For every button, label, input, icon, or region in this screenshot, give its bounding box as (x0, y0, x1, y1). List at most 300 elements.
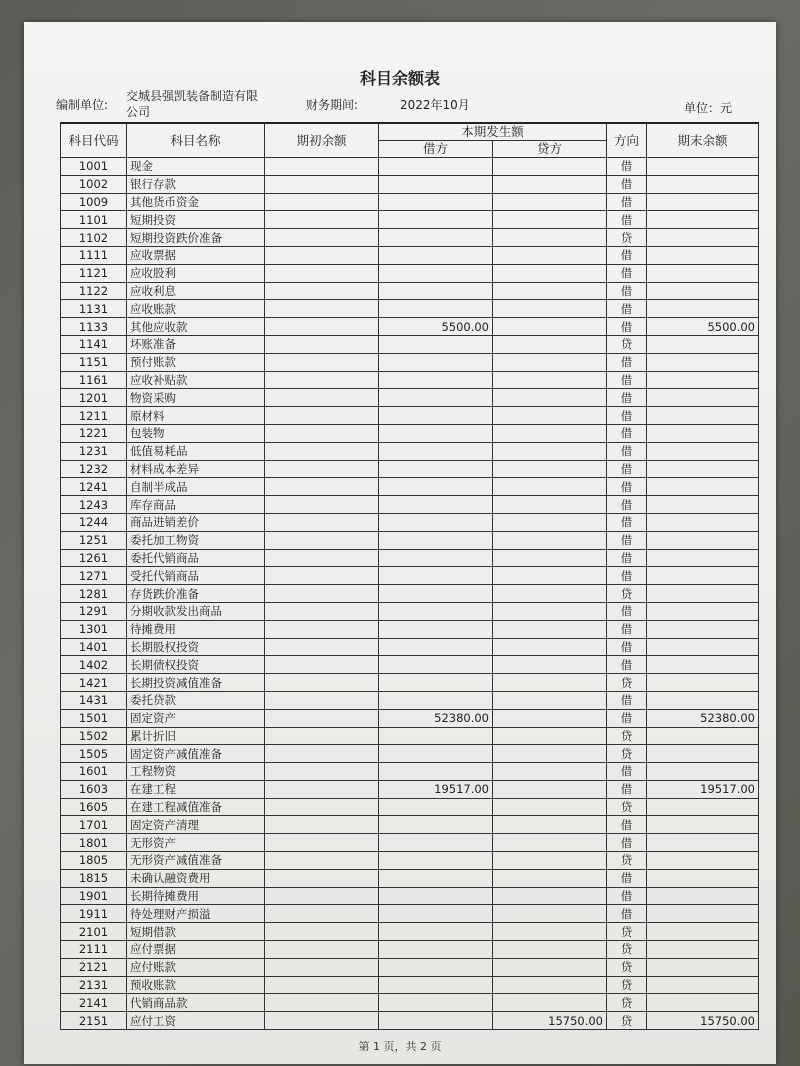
balance-direction: 贷 (607, 229, 647, 247)
table-row (61, 300, 759, 318)
account-name: 应收股利 (127, 264, 265, 282)
balance-direction: 借 (607, 691, 647, 709)
opening-balance (265, 869, 379, 887)
debit-amount (379, 513, 493, 531)
account-code: 2121 (61, 958, 127, 976)
account-code: 1232 (61, 460, 127, 478)
credit-amount (493, 193, 607, 211)
balance-direction: 借 (607, 424, 647, 442)
period-label: 财务期间: (306, 98, 359, 112)
table-row (61, 905, 759, 923)
account-code: 1701 (61, 816, 127, 834)
account-code: 1402 (61, 656, 127, 674)
credit-amount (493, 175, 607, 193)
balance-direction: 借 (607, 211, 647, 229)
opening-balance (265, 389, 379, 407)
opening-balance (265, 300, 379, 318)
balance-direction: 借 (607, 264, 647, 282)
closing-balance (647, 923, 759, 941)
closing-balance (647, 371, 759, 389)
table-row (61, 994, 759, 1012)
account-code: 1221 (61, 424, 127, 442)
account-name: 委托贷款 (127, 691, 265, 709)
table-row (61, 531, 759, 549)
credit-amount (493, 300, 607, 318)
header-debit: 借方 (379, 141, 493, 158)
balance-direction: 借 (607, 193, 647, 211)
debit-amount (379, 958, 493, 976)
currency-unit: 单位：元 (684, 101, 733, 115)
credit-amount (493, 923, 607, 941)
account-code: 1605 (61, 798, 127, 816)
account-name: 其他应收款 (127, 318, 265, 336)
opening-balance (265, 976, 379, 994)
opening-balance (265, 780, 379, 798)
account-name: 委托代销商品 (127, 549, 265, 567)
account-code: 1231 (61, 442, 127, 460)
closing-balance (647, 282, 759, 300)
credit-amount (493, 229, 607, 247)
credit-amount (493, 531, 607, 549)
debit-amount (379, 158, 493, 176)
debit-amount (379, 976, 493, 994)
balance-direction: 借 (607, 638, 647, 656)
opening-balance (265, 656, 379, 674)
credit-amount (493, 264, 607, 282)
balance-direction: 借 (607, 602, 647, 620)
account-name: 待处理财产损溢 (127, 905, 265, 923)
opening-balance (265, 264, 379, 282)
debit-amount: 5500.00 (379, 318, 493, 336)
balance-direction: 贷 (607, 941, 647, 959)
opening-balance (265, 620, 379, 638)
credit-amount (493, 602, 607, 620)
credit-amount (493, 246, 607, 264)
header-credit: 贷方 (493, 141, 607, 158)
credit-amount (493, 335, 607, 353)
account-code: 1131 (61, 300, 127, 318)
debit-amount (379, 656, 493, 674)
closing-balance (647, 958, 759, 976)
table-row (61, 549, 759, 567)
credit-amount (493, 941, 607, 959)
credit-amount (493, 496, 607, 514)
table-row (61, 335, 759, 353)
closing-balance (647, 158, 759, 176)
debit-amount (379, 442, 493, 460)
table-row (61, 1012, 759, 1030)
closing-balance (647, 905, 759, 923)
balance-direction: 贷 (607, 1012, 647, 1030)
account-name: 预付账款 (127, 353, 265, 371)
balance-direction: 借 (607, 869, 647, 887)
account-code: 1122 (61, 282, 127, 300)
account-code: 1801 (61, 834, 127, 852)
balance-direction: 借 (607, 816, 647, 834)
table-row (61, 816, 759, 834)
account-code: 1501 (61, 709, 127, 727)
closing-balance (647, 567, 759, 585)
table-row (61, 638, 759, 656)
header-closing: 期末余额 (647, 123, 759, 158)
debit-amount (379, 549, 493, 567)
closing-balance (647, 460, 759, 478)
account-name: 工程物资 (127, 763, 265, 781)
closing-balance (647, 691, 759, 709)
debit-amount (379, 478, 493, 496)
debit-amount (379, 193, 493, 211)
closing-balance: 19517.00 (647, 780, 759, 798)
closing-balance (647, 941, 759, 959)
account-code: 1502 (61, 727, 127, 745)
closing-balance (647, 549, 759, 567)
table-row (61, 496, 759, 514)
credit-amount (493, 834, 607, 852)
account-code: 1201 (61, 389, 127, 407)
balance-direction: 贷 (607, 923, 647, 941)
account-code: 1151 (61, 353, 127, 371)
closing-balance (647, 763, 759, 781)
closing-balance (647, 638, 759, 656)
account-code: 1241 (61, 478, 127, 496)
table-row (61, 941, 759, 959)
table-row (61, 478, 759, 496)
table-row (61, 407, 759, 425)
table-row (61, 211, 759, 229)
debit-amount (379, 424, 493, 442)
table-row (61, 780, 759, 798)
account-code: 1102 (61, 229, 127, 247)
debit-amount (379, 567, 493, 585)
balance-direction: 贷 (607, 727, 647, 745)
page-footer: 第 1 页，共 2 页 (358, 1040, 442, 1053)
debit-amount: 19517.00 (379, 780, 493, 798)
credit-amount (493, 905, 607, 923)
opening-balance (265, 798, 379, 816)
balance-direction: 借 (607, 887, 647, 905)
table-row (61, 834, 759, 852)
account-name: 存货跌价准备 (127, 585, 265, 603)
account-code: 1421 (61, 674, 127, 692)
opening-balance (265, 513, 379, 531)
balance-direction: 借 (607, 549, 647, 567)
account-code: 1601 (61, 763, 127, 781)
closing-balance (647, 585, 759, 603)
account-name: 原材料 (127, 407, 265, 425)
balance-direction: 借 (607, 709, 647, 727)
account-name: 短期投资跌价准备 (127, 229, 265, 247)
credit-amount (493, 852, 607, 870)
account-name: 长期股权投资 (127, 638, 265, 656)
account-code: 1111 (61, 246, 127, 264)
closing-balance (647, 442, 759, 460)
debit-amount (379, 905, 493, 923)
account-code: 2131 (61, 976, 127, 994)
closing-balance (647, 531, 759, 549)
balance-direction: 借 (607, 353, 647, 371)
credit-amount (493, 869, 607, 887)
closing-balance (647, 887, 759, 905)
account-name: 在建工程 (127, 780, 265, 798)
account-code: 1911 (61, 905, 127, 923)
balance-direction: 贷 (607, 994, 647, 1012)
opening-balance (265, 887, 379, 905)
closing-balance (647, 424, 759, 442)
balance-direction: 借 (607, 478, 647, 496)
account-code: 1291 (61, 602, 127, 620)
opening-balance (265, 745, 379, 763)
table-row (61, 424, 759, 442)
table-row (61, 264, 759, 282)
opening-balance (265, 531, 379, 549)
balance-direction: 借 (607, 763, 647, 781)
credit-amount (493, 994, 607, 1012)
opening-balance (265, 424, 379, 442)
closing-balance (647, 211, 759, 229)
closing-balance (647, 513, 759, 531)
closing-balance (647, 727, 759, 745)
opening-balance (265, 407, 379, 425)
account-code: 1244 (61, 513, 127, 531)
debit-amount (379, 175, 493, 193)
debit-amount (379, 834, 493, 852)
balance-direction: 借 (607, 442, 647, 460)
account-code: 1401 (61, 638, 127, 656)
opening-balance (265, 638, 379, 656)
table-row (61, 158, 759, 176)
account-code: 1009 (61, 193, 127, 211)
account-name: 自制半成品 (127, 478, 265, 496)
credit-amount (493, 763, 607, 781)
opening-balance (265, 193, 379, 211)
credit-amount (493, 460, 607, 478)
table-row (61, 763, 759, 781)
closing-balance (647, 816, 759, 834)
balance-direction: 贷 (607, 976, 647, 994)
opening-balance (265, 816, 379, 834)
account-code: 1121 (61, 264, 127, 282)
balance-direction: 借 (607, 246, 647, 264)
account-name: 应收利息 (127, 282, 265, 300)
debit-amount (379, 229, 493, 247)
report-title: 科目余额表 (359, 69, 440, 88)
closing-balance (647, 300, 759, 318)
table-row (61, 923, 759, 941)
account-code: 1141 (61, 335, 127, 353)
table-row (61, 958, 759, 976)
opening-balance (265, 1012, 379, 1030)
table-row (61, 709, 759, 727)
account-name: 累计折旧 (127, 727, 265, 745)
credit-amount (493, 958, 607, 976)
table-row (61, 745, 759, 763)
credit-amount (493, 656, 607, 674)
balance-direction: 贷 (607, 745, 647, 763)
opening-balance (265, 353, 379, 371)
account-code: 1505 (61, 745, 127, 763)
credit-amount (493, 674, 607, 692)
balance-direction: 借 (607, 175, 647, 193)
credit-amount (493, 282, 607, 300)
debit-amount (379, 264, 493, 282)
account-code: 1901 (61, 887, 127, 905)
account-code: 1101 (61, 211, 127, 229)
header-current-period: 本期发生额 (379, 123, 607, 141)
account-name: 银行存款 (127, 175, 265, 193)
balance-direction: 借 (607, 905, 647, 923)
table-row (61, 727, 759, 745)
opening-balance (265, 478, 379, 496)
account-name: 未确认融资费用 (127, 869, 265, 887)
account-name: 短期投资 (127, 211, 265, 229)
balance-direction: 借 (607, 407, 647, 425)
account-name: 物资采购 (127, 389, 265, 407)
account-name: 长期待摊费用 (127, 887, 265, 905)
table-row (61, 674, 759, 692)
credit-amount (493, 727, 607, 745)
account-name: 在建工程减值准备 (127, 798, 265, 816)
table-row (61, 442, 759, 460)
opening-balance (265, 211, 379, 229)
account-code: 1251 (61, 531, 127, 549)
balance-direction: 借 (607, 780, 647, 798)
account-name: 材料成本差异 (127, 460, 265, 478)
balance-direction: 借 (607, 318, 647, 336)
opening-balance (265, 602, 379, 620)
account-code: 1161 (61, 371, 127, 389)
account-code: 1431 (61, 691, 127, 709)
opening-balance (265, 941, 379, 959)
opening-balance (265, 709, 379, 727)
account-name: 代销商品款 (127, 994, 265, 1012)
credit-amount (493, 318, 607, 336)
balance-direction: 借 (607, 656, 647, 674)
account-code: 1001 (61, 158, 127, 176)
account-name: 短期借款 (127, 923, 265, 941)
table-row (61, 371, 759, 389)
opening-balance (265, 994, 379, 1012)
opening-balance (265, 549, 379, 567)
account-code: 1603 (61, 780, 127, 798)
credit-amount (493, 709, 607, 727)
credit-amount (493, 691, 607, 709)
balance-direction: 贷 (607, 335, 647, 353)
account-code: 1002 (61, 175, 127, 193)
opening-balance (265, 371, 379, 389)
header-opening: 期初余额 (265, 123, 379, 158)
account-name: 委托加工物资 (127, 531, 265, 549)
account-name: 其他货币资金 (127, 193, 265, 211)
debit-amount (379, 941, 493, 959)
opening-balance (265, 852, 379, 870)
account-name: 库存商品 (127, 496, 265, 514)
table-row (61, 175, 759, 193)
table-row (61, 353, 759, 371)
balance-direction: 贷 (607, 674, 647, 692)
debit-amount (379, 638, 493, 656)
opening-balance (265, 567, 379, 585)
unit-name: 交城县强凯装备制造有限公司 (126, 89, 259, 119)
table-row (61, 513, 759, 531)
opening-balance (265, 229, 379, 247)
credit-amount (493, 567, 607, 585)
balance-direction: 借 (607, 300, 647, 318)
debit-amount (379, 887, 493, 905)
account-code: 2111 (61, 941, 127, 959)
debit-amount (379, 869, 493, 887)
balance-direction: 贷 (607, 798, 647, 816)
table-row (61, 229, 759, 247)
balance-direction: 借 (607, 371, 647, 389)
credit-amount: 15750.00 (493, 1012, 607, 1030)
debit-amount (379, 371, 493, 389)
debit-amount (379, 211, 493, 229)
closing-balance (647, 229, 759, 247)
account-code: 1301 (61, 620, 127, 638)
account-name: 固定资产清理 (127, 816, 265, 834)
opening-balance (265, 691, 379, 709)
opening-balance (265, 923, 379, 941)
balance-direction: 借 (607, 282, 647, 300)
table-row (61, 691, 759, 709)
credit-amount (493, 389, 607, 407)
credit-amount (493, 780, 607, 798)
account-name: 预收账款 (127, 976, 265, 994)
table-row (61, 318, 759, 336)
debit-amount (379, 407, 493, 425)
opening-balance (265, 496, 379, 514)
table-row (61, 585, 759, 603)
account-code: 1211 (61, 407, 127, 425)
closing-balance (647, 674, 759, 692)
opening-balance (265, 282, 379, 300)
opening-balance (265, 318, 379, 336)
period-value: 2022年10月 (400, 98, 470, 112)
credit-amount (493, 407, 607, 425)
closing-balance (647, 745, 759, 763)
balance-direction: 借 (607, 460, 647, 478)
debit-amount: 52380.00 (379, 709, 493, 727)
balance-table (60, 122, 759, 1030)
debit-amount (379, 923, 493, 941)
credit-amount (493, 371, 607, 389)
debit-amount (379, 763, 493, 781)
table-row (61, 602, 759, 620)
account-name: 无形资产 (127, 834, 265, 852)
closing-balance (647, 175, 759, 193)
debit-amount (379, 674, 493, 692)
opening-balance (265, 958, 379, 976)
table-row (61, 887, 759, 905)
credit-amount (493, 976, 607, 994)
closing-balance (647, 620, 759, 638)
closing-balance (647, 852, 759, 870)
closing-balance: 52380.00 (647, 709, 759, 727)
closing-balance (647, 602, 759, 620)
credit-amount (493, 638, 607, 656)
account-name: 商品进销差价 (127, 513, 265, 531)
table-row (61, 798, 759, 816)
account-name: 现金 (127, 158, 265, 176)
opening-balance (265, 763, 379, 781)
debit-amount (379, 816, 493, 834)
debit-amount (379, 335, 493, 353)
account-name: 低值易耗品 (127, 442, 265, 460)
opening-balance (265, 158, 379, 176)
ledger-body (61, 158, 759, 1030)
debit-amount (379, 585, 493, 603)
closing-balance: 15750.00 (647, 1012, 759, 1030)
